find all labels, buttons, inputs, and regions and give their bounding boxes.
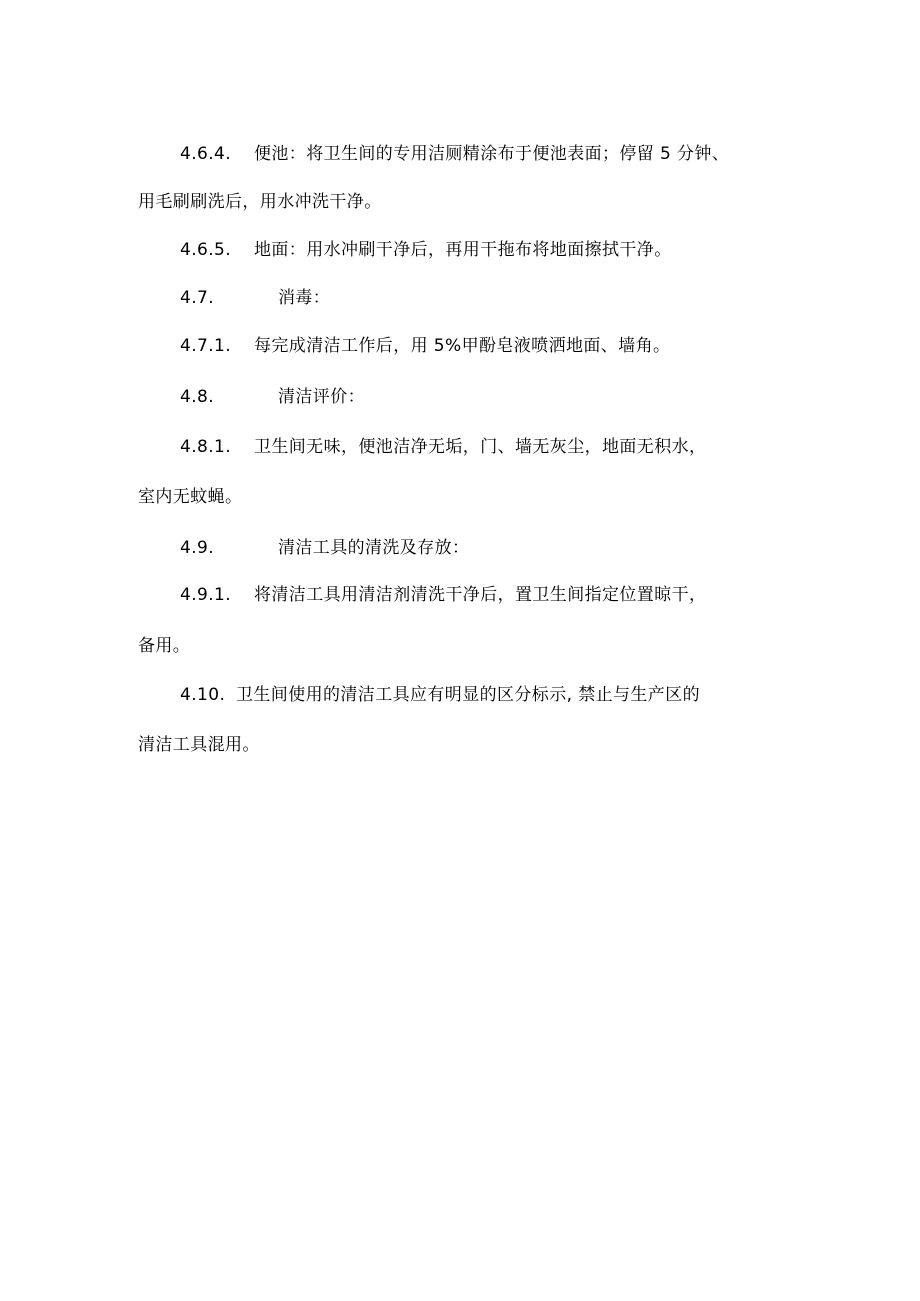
- section-number: 4.8.1.: [180, 437, 232, 457]
- section-number: 4.9.1.: [180, 585, 232, 605]
- paragraph-text: 便池：将卫生间的专用洁厕精涂布于便池表面；停留 5 分钟、: [254, 144, 730, 164]
- section-number: 4.10.: [180, 685, 226, 705]
- section-number: 4.6.5.: [180, 240, 232, 260]
- paragraph-4-8-1-line-2: [138, 485, 242, 509]
- heading-4-8: [180, 385, 365, 409]
- paragraph-4-7-1: [180, 334, 670, 358]
- paragraph-4-10-line-2: [138, 733, 260, 757]
- paragraph-continuation: 清洁工具混用。: [138, 735, 260, 755]
- paragraph-continuation: 备用。: [138, 636, 191, 656]
- section-number: 4.6.4.: [180, 144, 232, 164]
- paragraph-text: 卫生间无味，便池洁净无垢，门、墙无灰尘，地面无积水，: [254, 437, 707, 457]
- paragraph-4-6-4-line-2: [138, 190, 382, 214]
- heading-4-9: [180, 536, 469, 560]
- paragraph-text: 地面：用水冲刷干净后，再用干拖布将地面擦拭干净。: [254, 240, 672, 260]
- paragraph-4-6-5: [180, 238, 672, 262]
- section-number: 4.9.: [180, 538, 215, 558]
- paragraph-continuation: 室内无蚊蝇。: [138, 487, 243, 507]
- paragraph-continuation: 用毛刷刷洗后，用水冲洗干净。: [138, 192, 382, 212]
- section-number: 4.8.: [180, 387, 215, 407]
- paragraph-4-8-1-line-1: [180, 435, 706, 459]
- heading-4-7: [180, 286, 330, 310]
- paragraph-4-10-line-1: [180, 683, 700, 707]
- paragraph-4-6-4-line-1: [180, 142, 729, 166]
- paragraph-4-9-1-line-1: [180, 583, 706, 607]
- section-heading: 清洁工具的清洗及存放：: [278, 538, 470, 558]
- paragraph-text: 将清洁工具用清洁剂清洗干净后，置卫生间指定位置晾干，: [254, 585, 707, 605]
- section-heading: 清洁评价：: [278, 387, 365, 407]
- section-number: 4.7.: [180, 288, 215, 308]
- section-number: 4.7.1.: [180, 336, 232, 356]
- paragraph-text: 每完成清洁工作后，用 5%甲酚皂液喷洒地面、墙角。: [254, 336, 671, 356]
- paragraph-4-9-1-line-2: [138, 634, 190, 658]
- section-heading: 消毒：: [278, 288, 331, 308]
- paragraph-text: 卫生间使用的清洁工具应有明显的区分标示, 禁止与生产区的: [236, 685, 701, 705]
